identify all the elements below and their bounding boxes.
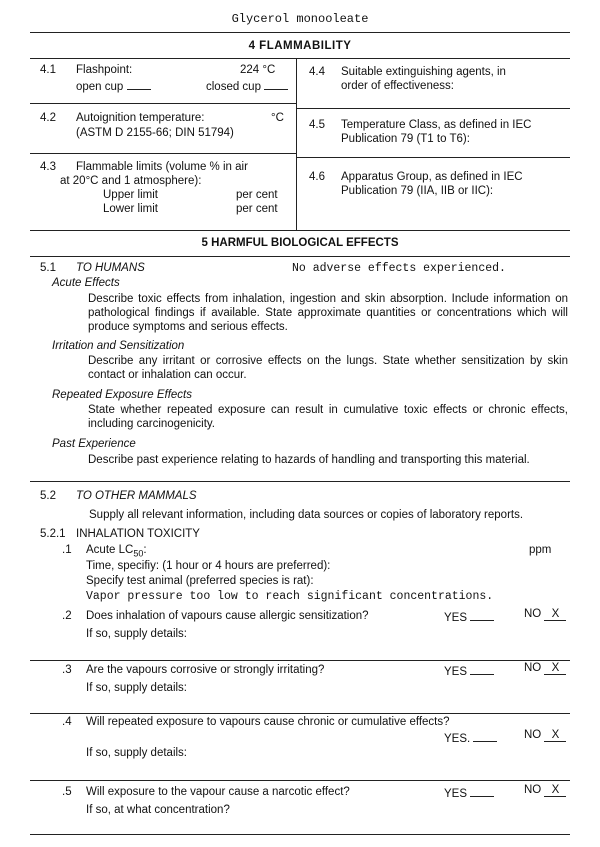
yes-label: YES [444, 612, 468, 624]
acute-effects-text: Describe toxic effects from inhalation, ingestion and skin absorption. Include information on pathological findings if available. State approximate quantities or concentrations which will produce symptoms and serious effects. [88, 293, 568, 333]
no-field [524, 662, 566, 675]
item-number: .2 [62, 610, 72, 622]
to-other-mammals-heading: TO OTHER MAMMALS [76, 490, 197, 502]
lc-subscript: 50 [133, 548, 144, 559]
item-number: 5.1 [40, 262, 56, 274]
item-number: 4.6 [309, 171, 325, 183]
question-text: Will exposure to the vapour cause a narcotic effect? [86, 786, 350, 798]
item-number: 4.1 [40, 64, 56, 76]
acute-lc-text: Acute LC [86, 544, 134, 556]
acute-effects-heading: Acute Effects [52, 277, 120, 289]
item-number: 5.2.1 [40, 528, 66, 540]
to-other-mammals-text: Supply all relevant information, including data sources or copies of laboratory reports. [89, 509, 524, 521]
open-cup-label: open cup [76, 81, 124, 93]
no-label: NO [524, 608, 542, 620]
item-number: 5.2 [40, 490, 56, 502]
time-specify-label: Time, specifiy: (1 hour or 4 hours are preferred): [86, 560, 331, 572]
no-label: NO [524, 729, 542, 741]
inhalation-toxicity-heading: INHALATION TOXICITY [76, 528, 200, 540]
item-number: .3 [62, 664, 72, 676]
no-checked-mark: X [544, 784, 566, 797]
apparatus-group-line2: Publication 79 (IIA, IIB or IIC): [341, 185, 494, 197]
divider [296, 108, 570, 109]
vapor-pressure-answer: Vapor pressure too low to reach significant concentrations. [86, 590, 494, 603]
acute-lc50-label [86, 544, 147, 558]
divider [30, 58, 570, 59]
item-number: 4.3 [40, 161, 56, 173]
flashpoint-value: 224 °C [240, 64, 276, 76]
yes-field [444, 731, 497, 745]
divider [30, 481, 570, 482]
test-animal-label: Specify test animal (preferred species is rat): [86, 575, 314, 587]
yes-label: YES [444, 666, 468, 678]
yes-blank [470, 664, 494, 675]
question-text: Are the vapours corrosive or strongly irritating? [86, 664, 325, 676]
no-checked-mark: X [544, 608, 566, 621]
item-number: .5 [62, 786, 72, 798]
yes-label: YES. [444, 733, 471, 745]
details-label: If so, at what concentration? [86, 804, 230, 816]
repeated-exposure-text: State whether repeated exposure can result in cumulative toxic effects or chronic effects, including carcinogenicity. [88, 404, 568, 430]
past-experience-text: Describe past experience relating to hazards of handling and transporting this material. [88, 454, 530, 466]
flammable-limits-line1: Flammable limits (volume % in air [76, 161, 248, 173]
details-label: If so, supply details: [86, 628, 187, 640]
no-field [524, 729, 566, 742]
divider [30, 103, 296, 104]
no-checked-mark: X [544, 729, 566, 742]
lower-limit-unit: per cent [236, 203, 278, 215]
details-label: If so, supply details: [86, 747, 187, 759]
open-cup-blank [127, 79, 151, 90]
no-field [524, 784, 566, 797]
yes-blank [470, 786, 494, 797]
item-number: 4.2 [40, 112, 56, 124]
divider [30, 256, 570, 257]
divider [30, 713, 570, 714]
yes-blank [470, 610, 494, 621]
autoignition-label: Autoignition temperature: [76, 112, 205, 124]
to-humans-heading: TO HUMANS [76, 262, 145, 274]
divider [30, 834, 570, 835]
substance-title: Glycerol monooleate [231, 12, 369, 26]
apparatus-group-line1: Apparatus Group, as defined in IEC [341, 171, 523, 183]
column-divider [296, 58, 297, 230]
yes-field [444, 610, 494, 624]
divider [30, 230, 570, 231]
yes-field [444, 786, 494, 800]
autoignition-unit: °C [271, 112, 284, 124]
item-number: 4.5 [309, 119, 325, 131]
upper-limit-label: Upper limit [103, 189, 158, 201]
closed-cup-blank [264, 79, 288, 90]
irritation-heading: Irritation and Sensitization [52, 340, 185, 352]
divider [30, 153, 296, 154]
divider [30, 660, 570, 661]
divider [30, 780, 570, 781]
autoignition-ref: (ASTM D 2155-66; DIN 51794) [76, 127, 234, 139]
closed-cup-label: closed cup [206, 81, 261, 93]
question-text: Will repeated exposure to vapours cause chronic or cumulative effects? [86, 716, 450, 728]
no-checked-mark: X [544, 662, 566, 675]
flammable-limits-line2: at 20°C and 1 atmosphere): [60, 175, 202, 187]
irritation-text: Describe any irritant or corrosive effects on the lungs. State whether sensitization by skin contact or inhalation can occur. [88, 355, 568, 381]
item-number: .1 [62, 544, 72, 556]
flashpoint-label: Flashpoint: [76, 64, 133, 76]
yes-field [444, 664, 494, 678]
acute-lc-colon: : [143, 544, 147, 556]
divider [30, 32, 570, 33]
item-number: .4 [62, 716, 72, 728]
to-humans-answer: No adverse effects experienced. [292, 262, 506, 275]
temp-class-line2: Publication 79 (T1 to T6): [341, 133, 470, 145]
yes-blank [473, 731, 497, 742]
closed-cup-field [206, 79, 288, 93]
section-4-title: 4 FLAMMABILITY [248, 40, 352, 52]
lower-limit-label: Lower limit [103, 203, 158, 215]
no-label: NO [524, 784, 542, 796]
temp-class-line1: Temperature Class, as defined in IEC [341, 119, 532, 131]
upper-limit-unit: per cent [236, 189, 278, 201]
item-number: 4.4 [309, 66, 325, 78]
extinguishing-line1: Suitable extinguishing agents, in [341, 66, 506, 78]
past-experience-heading: Past Experience [52, 438, 136, 450]
divider [296, 157, 570, 158]
no-label: NO [524, 662, 542, 674]
yes-label: YES [444, 788, 468, 800]
repeated-exposure-heading: Repeated Exposure Effects [52, 389, 192, 401]
details-label: If so, supply details: [86, 682, 187, 694]
extinguishing-line2: order of effectiveness: [341, 80, 454, 92]
acute-lc50-unit: ppm [529, 544, 552, 556]
question-text: Does inhalation of vapours cause allergic sensitization? [86, 610, 369, 622]
no-field [524, 608, 566, 621]
section-5-title: 5 HARMFUL BIOLOGICAL EFFECTS [201, 237, 399, 249]
open-cup-field [76, 79, 151, 93]
